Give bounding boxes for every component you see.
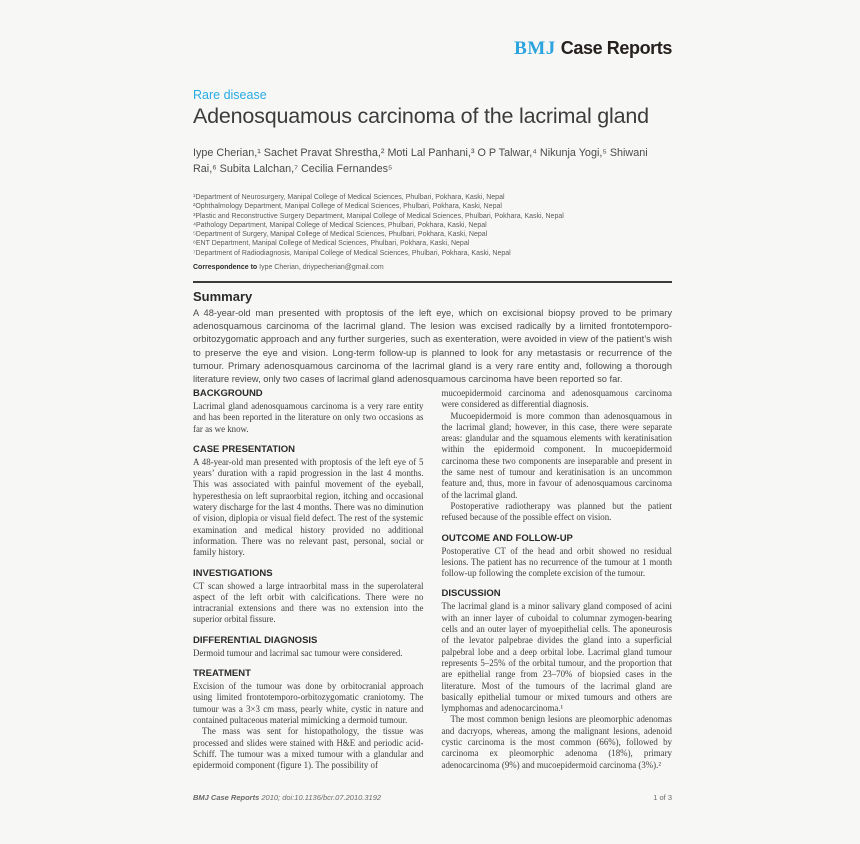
affiliation-list [193,193,672,258]
section-paragraph: The mass was sent for histopathology, the tissue was processed and slides were stained with H&E and periodic acid-Schiff. The tumour was a mixed tumour with a glandular and epidermoid component (figure 1). The possibility of [193,726,424,771]
bmj-logo: BMJ [514,38,556,59]
right-column [442,388,673,780]
affiliation-line: ⁶ENT Department, Manipal College of Medical Sciences, Phulbari, Pokhara, Kaski, Nepal [193,240,470,248]
section-heading: DISCUSSION [441,588,501,600]
page-title: Adenosquamous carcinoma of the lacrimal gland [193,104,649,128]
section-investigations [193,568,424,626]
divider-rule [193,281,672,283]
section-paragraph: Dermoid tumour and lacrimal sac tumour were considered. [193,647,403,658]
affiliation-line: ⁷Department of Radiodiagnosis, Manipal College of Medical Sciences, Phulbari, Pokhara, Kaski, Nepal [193,249,511,257]
section-heading: TREATMENT [193,668,251,680]
summary-section [193,289,672,386]
affiliation-line: ⁴Pathology Department, Manipal College of Medical Sciences, Phulbari, Pokhara, Kaski, Nepal [193,221,487,229]
correspondence-text: Iype Cherian, driypecherian@gmail.com [257,264,384,271]
footer-doi: 2010; doi:10.1136/bcr.07.2010.3192 [259,793,382,802]
section-heading: CASE PRESENTATION [193,443,296,455]
page-number: 1 of 3 [653,793,672,802]
article-category: Rare disease [193,88,267,102]
section-paragraph: Mucoepidermoid is more common than adenosquamous in the lacrimal gland; however, in this case, there were separate areas: glandular and the squamous elements with keratinisation within the epidermoid component. In mucoepidermoid carcinoma these two components are inseparable and present in the same nest of tumour and keratinisation is an uncommon feature and, thus, more in favour of adenosquamous carcinoma of the lacrimal gland. [441,410,672,500]
affiliation-line: ¹Department of Neurosurgery, Manipal College of Medical Sciences, Phulbari, Pokhara, Kaski, Nepal [193,194,505,201]
section-paragraph: Postoperative radiotherapy was planned but the patient refused because of the possible effect on vision. [441,500,672,523]
section-paragraph: Postoperative CT of the head and orbit showed no residual lesions. The patient has no recurrence of the tumour at 1 month follow-up following the complete excision of the tumour. [441,545,672,579]
section-heading: DIFFERENTIAL DIAGNOSIS [193,634,318,646]
section-paragraph: Excision of the tumour was done by orbitocranial approach using limited frontotemporo-orbitozygomatic craniotomy. The tumour was a 3×3 cm mass, pearly white, cystic in nature and contained pultaceous material mimicking a dermoid tumour. [193,681,424,725]
section-paragraph: Lacrimal gland adenosquamous carcinoma is a very rare entity and has been reported in the literature on only two occasions as far as we know. [193,401,424,434]
correspondence-label: Correspondence to [193,264,258,271]
section-paragraph: The lacrimal gland is a minor salivary gland composed of acini with an inner layer of cuboidal to columnar zymogen-bearing cells and an outer layer of myoepithelial cells. The aponeurosis of the levator palpebrae divides the gland into a superficial palpebral lobe and a deep orbital lobe. Lacrimal gland tumour represents 5–25% of the orbital tumour, and the proportion that are epithelial range from 23–70% of biopsied cases in the literature. Most of the tumours of the lacrimal gland are basically epithelial tumour or mixed tumours and others are lymphomas and adenocarcinoma.¹ [441,601,672,714]
affiliation-line: ³Plastic and Reconstructive Surgery Department, Manipal College of Medical Sciences, Phulbari, Pokhara, Kaski, Nepal [193,212,564,220]
journal-name: Case Reports [560,38,672,58]
summary-heading: Summary [193,289,253,304]
summary-text: A 48-year-old man presented with proptosis of the left eye, which on excisional biopsy proved to be primary adenosquamous carcinoma of the lacrimal gland. The lesion was excised radically by a limited frontotemporo-orbitozygomatic approach and any further surgeries, such as exenteration, were avoided in view of the patient’s wish to preserve the eye and vision. Long-term follow-up is planned to look for any metastasis or recurrence of the tumour. Primary adenosquamous carcinoma of the lacrimal gland is a very rare entity and, following a thorough literature review, only two cases of lacrimal gland adenosquamous carcinoma have been reported so far. [193,308,672,385]
section-discussion [442,588,673,770]
page-footer [193,793,672,802]
author-list: Iype Cherian,¹ Sachet Pravat Shrestha,² Moti Lal Panhani,³ O P Talwar,⁴ Nikunja Yogi,⁵ Shiwani Rai,⁶ Subita Lalchan,⁷ Cecilia Fernandes⁵ [193,147,648,175]
section-differential-diagnosis [193,635,424,659]
section-heading: INVESTIGATIONS [193,567,273,579]
section-paragraph: mucoepidermoid carcinoma and adenosquamous carcinoma were considered as differential diagnosis. [441,388,672,410]
section-paragraph: The most common benign lesions are pleomorphic adenomas and dacryops, whereas, among the malignant lesions, adenoid cystic carcinoma is the most common (66%), followed by carcinoma ex pleomorphic adenoma (18%), primary adenocarcinoma (9%) and mucoepidermoid carcinoma (3%).² [441,714,672,770]
section-outcome-follow-up [442,533,673,580]
section-continuation [442,388,673,524]
affiliation-line: ²Ophthalmology Department, Manipal College of Medical Sciences, Phulbari, Pokhara, Kaski, Nepal [193,203,502,211]
section-treatment [193,668,424,771]
footer-journal-name: BMJ Case Reports [193,793,260,802]
section-heading: BACKGROUND [193,388,263,399]
left-column [193,388,424,780]
correspondence [193,264,672,271]
section-paragraph: CT scan showed a large intraorbital mass in the superolateral aspect of the left orbit with calcifications. There were no intracranial extensions and there was no extension into the superior orbital fissure. [193,580,424,625]
section-heading: OUTCOME AND FOLLOW-UP [441,532,573,544]
affiliation-line: ⁵Department of Surgery, Manipal College of Medical Sciences, Phulbari, Pokhara, Kaski, Nepal [193,231,488,239]
journal-brand [514,38,672,60]
body-columns [193,388,672,780]
section-paragraph: A 48-year-old man presented with proptosis of the left eye of 5 years’ duration with a rapid progression in the last 4 months. This was associated with painful movement of the eyeball, hyperesthesia on left supraorbital region, itching and occasional watery discharge for the last 4 months. There was no diminution of vision, diplopia or visual field defect. The rest of the systemic examination and medical history provided no additional information. There was no relevant past, personal, social or family history. [193,456,424,558]
footer-citation [193,793,381,802]
section-background [193,388,424,435]
section-case-presentation [193,444,424,559]
